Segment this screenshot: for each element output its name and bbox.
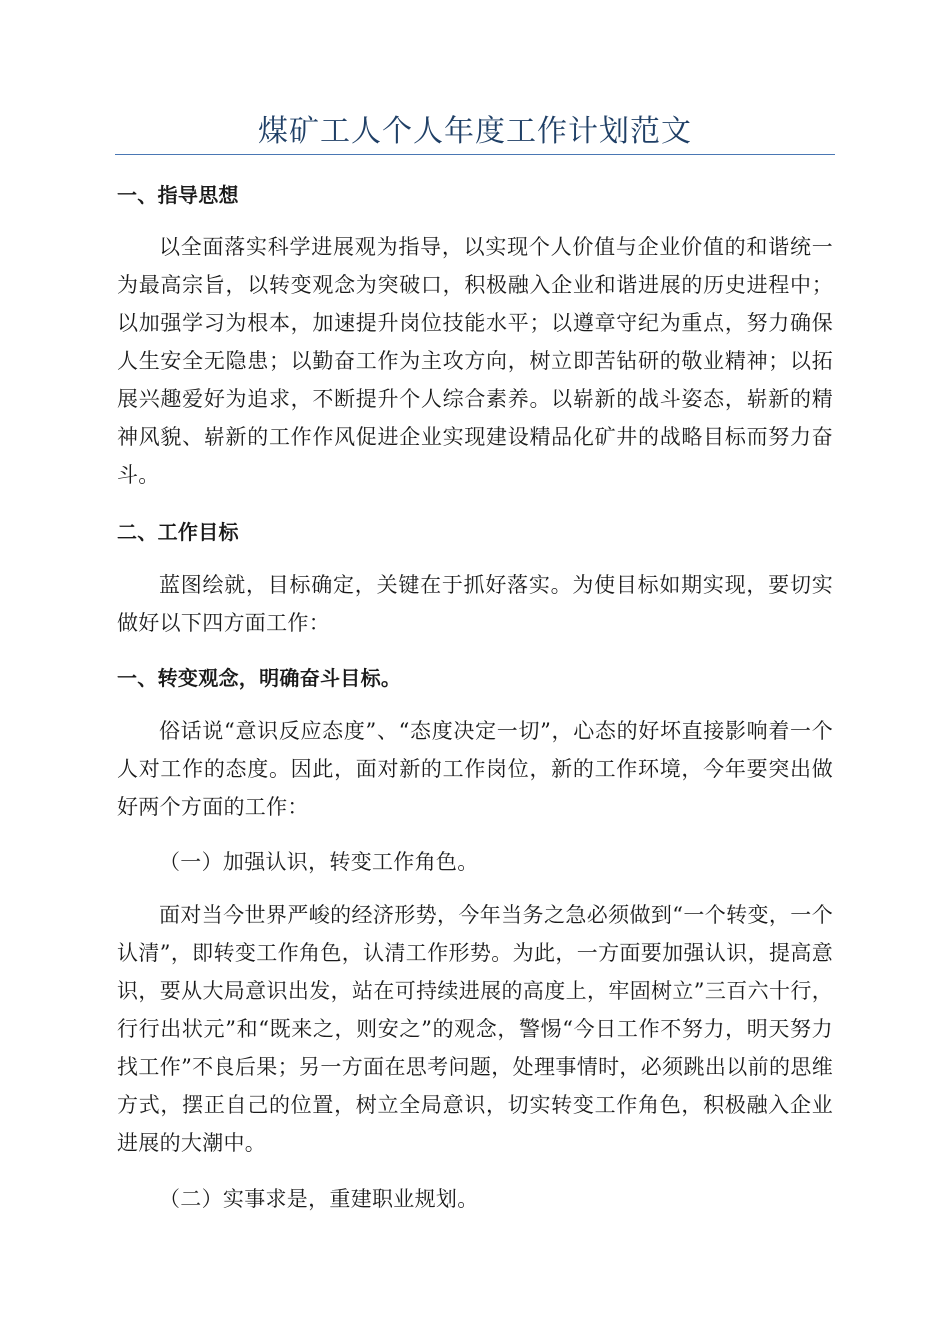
section-heading-work-goals: 二、工作目标	[117, 520, 239, 544]
paragraph-guiding-ideology: 以全面落实科学进展观为指导，以实现个人价值与企业价值的和谐统一为最高宗旨，以转变观念为突破口，积极融入企业和谐进展的历史进程中；以加强学习为根本，加速提升岗位技能水平；以遵章守纪为重点，努力确保人生安全无隐患；以勤奋工作为主攻方向，树立即苦钻研的敬业精神；以拓展兴趣爱好为追求，不断提升个人综合素养。以崭新的战斗姿态，崭新的精神风貌、崭新的工作作风促进企业实现建设精品化矿井的战略目标而努力奋斗。	[117, 235, 833, 487]
subheading-strengthen-awareness: （一）加强认识，转变工作角色。	[159, 850, 479, 874]
paragraph-work-goals: 蓝图绘就，目标确定，关键在于抓好落实。为使目标如期实现，要切实做好以下四方面工作：	[117, 573, 833, 635]
paragraph-strengthen-awareness: 面对当今世界严峻的经济形势，今年当务之急必须做到“一个转变，一个认清”，即转变工作角色，认清工作形势。为此，一方面要加强认识，提高意识，要从大局意识出发，站在可持续进展的高度上，牢固树立”三百六十行，行行出状元”和“既来之，则安之”的观念，警惕“今日工作不努力，明天努力找工作”不良后果；另一方面在思考问题，处理事情时，必须跳出以前的思维方式，摆正自己的位置，树立全局意识，切实转变工作角色，积极融入企业进展的大潮中。	[117, 903, 833, 1155]
subheading-career-planning: （二）实事求是，重建职业规划。	[159, 1187, 479, 1211]
document-title: 煤矿工人个人年度工作计划范文	[258, 114, 692, 149]
title-underline	[115, 154, 835, 155]
section-heading-guiding-ideology: 一、指导思想	[117, 183, 239, 207]
paragraph-change-concepts: 俗话说“意识反应态度”、“态度决定一切”，心态的好坏直接影响着一个人对工作的态度。因此，面对新的工作岗位，新的工作环境，今年要突出做好两个方面的工作：	[117, 719, 833, 819]
section-heading-change-concepts: 一、转变观念，明确奋斗目标。	[117, 666, 402, 690]
